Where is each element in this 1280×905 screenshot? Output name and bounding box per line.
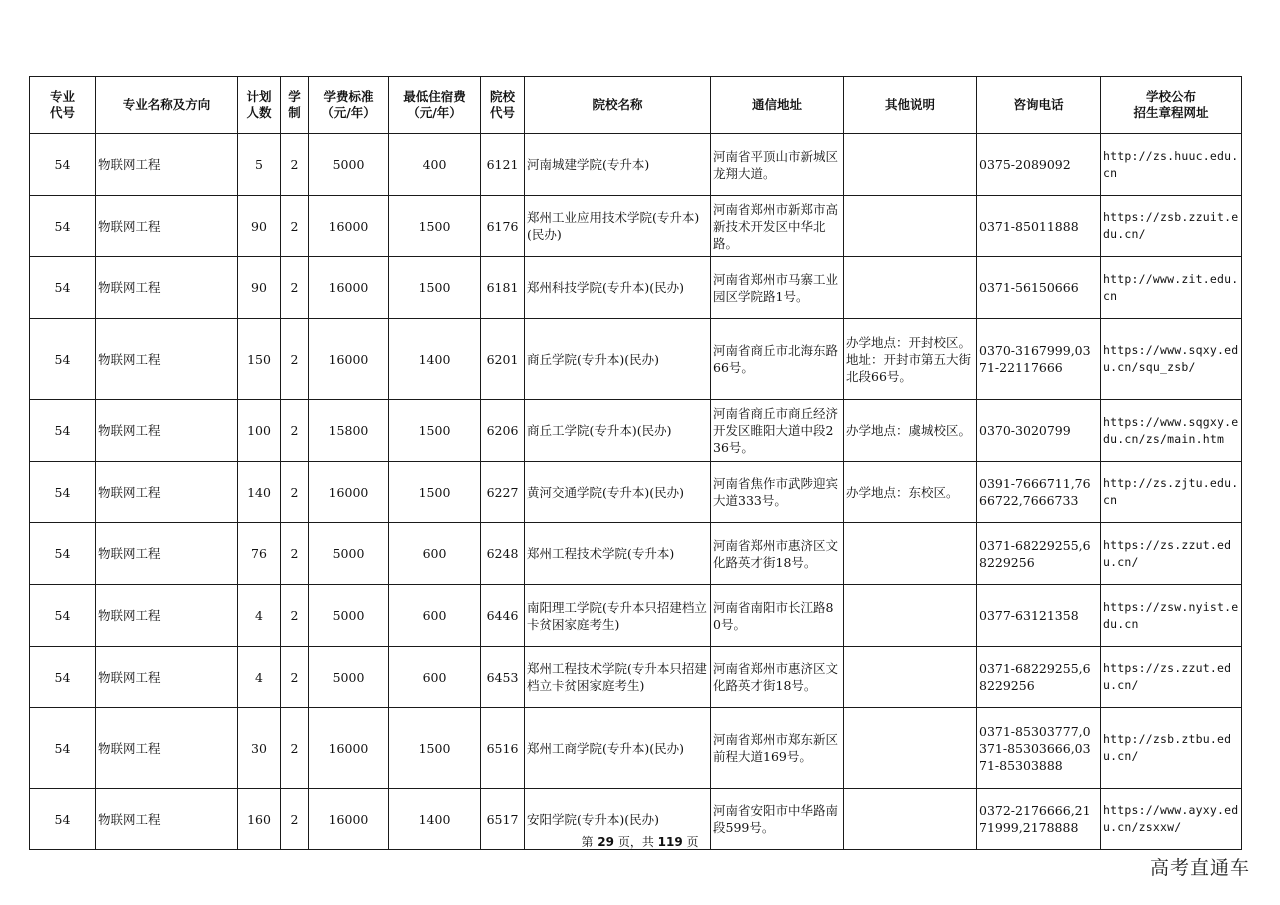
cell-phone: 0371-68229255,68229256 (977, 523, 1101, 585)
cell-school-name: 郑州科技学院(专升本)(民办) (525, 257, 711, 319)
page-number (0, 833, 1280, 850)
page-middle: 页，共 (614, 835, 658, 849)
cell-major-code: 54 (30, 708, 96, 789)
cell-plan: 4 (238, 585, 281, 647)
cell-url: http://zs.zjtu.edu.cn (1101, 462, 1242, 523)
cell-major-name: 物联网工程 (96, 319, 238, 400)
cell-plan: 4 (238, 647, 281, 708)
cell-school-code: 6516 (481, 708, 525, 789)
cell-tuition: 5000 (309, 134, 389, 196)
cell-phone: 0371-56150666 (977, 257, 1101, 319)
cell-lodging: 1500 (389, 196, 481, 257)
header-phone: 咨询电话 (977, 77, 1101, 134)
cell-major-code: 54 (30, 585, 96, 647)
table-row (30, 647, 1242, 708)
cell-school-code: 6517 (481, 789, 525, 850)
cell-school-code: 6453 (481, 647, 525, 708)
cell-major-name: 物联网工程 (96, 400, 238, 462)
cell-school-name: 商丘工学院(专升本)(民办) (525, 400, 711, 462)
cell-url: https://zsw.nyist.edu.cn (1101, 585, 1242, 647)
cell-years: 2 (281, 400, 309, 462)
cell-major-code: 54 (30, 647, 96, 708)
cell-address: 河南省焦作市武陟迎宾大道333号。 (711, 462, 844, 523)
cell-address: 河南省商丘市商丘经济开发区睢阳大道中段236号。 (711, 400, 844, 462)
cell-phone: 0375-2089092 (977, 134, 1101, 196)
cell-tuition: 16000 (309, 789, 389, 850)
cell-address: 河南省商丘市北海东路66号。 (711, 319, 844, 400)
cell-school-code: 6176 (481, 196, 525, 257)
cell-address: 河南省郑州市马寨工业园区学院路1号。 (711, 257, 844, 319)
cell-major-code: 54 (30, 196, 96, 257)
cell-note: 办学地点：东校区。 (844, 462, 977, 523)
table-row (30, 708, 1242, 789)
cell-major-code: 54 (30, 523, 96, 585)
cell-tuition: 16000 (309, 462, 389, 523)
cell-school-name: 郑州工程技术学院(专升本) (525, 523, 711, 585)
cell-plan: 90 (238, 196, 281, 257)
cell-major-code: 54 (30, 134, 96, 196)
cell-plan: 150 (238, 319, 281, 400)
cell-note (844, 708, 977, 789)
table-row (30, 400, 1242, 462)
cell-phone: 0371-85303777,0371-85303666,0371-85303888 (977, 708, 1101, 789)
cell-major-code: 54 (30, 257, 96, 319)
cell-school-name: 黄河交通学院(专升本)(民办) (525, 462, 711, 523)
cell-tuition: 5000 (309, 647, 389, 708)
page-suffix: 页 (682, 835, 699, 849)
cell-years: 2 (281, 134, 309, 196)
cell-note (844, 196, 977, 257)
cell-school-code: 6201 (481, 319, 525, 400)
table-header-row (30, 77, 1242, 134)
cell-years: 2 (281, 789, 309, 850)
cell-phone: 0371-85011888 (977, 196, 1101, 257)
header-tuition: 学费标准 （元/年） (309, 77, 389, 134)
header-major-name: 专业名称及方向 (96, 77, 238, 134)
cell-major-name: 物联网工程 (96, 196, 238, 257)
cell-tuition: 5000 (309, 585, 389, 647)
table-row (30, 523, 1242, 585)
cell-lodging: 600 (389, 523, 481, 585)
cell-years: 2 (281, 196, 309, 257)
cell-school-name: 商丘学院(专升本)(民办) (525, 319, 711, 400)
cell-note: 办学地点：虞城校区。 (844, 400, 977, 462)
cell-plan: 160 (238, 789, 281, 850)
cell-address: 河南省平顶山市新城区龙翔大道。 (711, 134, 844, 196)
cell-years: 2 (281, 319, 309, 400)
cell-phone: 0371-68229255,68229256 (977, 647, 1101, 708)
cell-school-name: 郑州工业应用技术学院(专升本)(民办) (525, 196, 711, 257)
table-row (30, 257, 1242, 319)
cell-major-name: 物联网工程 (96, 134, 238, 196)
cell-address: 河南省安阳市中华路南段599号。 (711, 789, 844, 850)
cell-years: 2 (281, 257, 309, 319)
table-row (30, 134, 1242, 196)
cell-major-name: 物联网工程 (96, 523, 238, 585)
cell-plan: 90 (238, 257, 281, 319)
cell-address: 河南省郑州市惠济区文化路英才街18号。 (711, 647, 844, 708)
cell-school-code: 6227 (481, 462, 525, 523)
cell-school-code: 6248 (481, 523, 525, 585)
cell-lodging: 1500 (389, 462, 481, 523)
cell-lodging: 1500 (389, 708, 481, 789)
cell-phone: 0377-63121358 (977, 585, 1101, 647)
cell-plan: 76 (238, 523, 281, 585)
table-row (30, 585, 1242, 647)
cell-major-code: 54 (30, 400, 96, 462)
cell-tuition: 16000 (309, 319, 389, 400)
cell-phone: 0391-7666711,7666722,7666733 (977, 462, 1101, 523)
cell-tuition: 16000 (309, 196, 389, 257)
cell-lodging: 1400 (389, 789, 481, 850)
header-years: 学 制 (281, 77, 309, 134)
brand-watermark-text: 高考直通车 (1149, 857, 1250, 879)
cell-url: https://zs.zzut.edu.cn/ (1101, 647, 1242, 708)
cell-lodging: 400 (389, 134, 481, 196)
cell-lodging: 600 (389, 585, 481, 647)
cell-tuition: 16000 (309, 708, 389, 789)
cell-years: 2 (281, 462, 309, 523)
cell-lodging: 1400 (389, 319, 481, 400)
cell-note (844, 647, 977, 708)
cell-note: 办学地点：开封校区。地址：开封市第五大街北段66号。 (844, 319, 977, 400)
cell-phone: 0370-3020799 (977, 400, 1101, 462)
cell-lodging: 1500 (389, 400, 481, 462)
current-page: 29 (597, 835, 614, 849)
cell-address: 河南省郑州市惠济区文化路英才街18号。 (711, 523, 844, 585)
cell-note (844, 257, 977, 319)
total-pages: 119 (657, 835, 683, 849)
cell-lodging: 600 (389, 647, 481, 708)
table-row (30, 319, 1242, 400)
cell-address: 河南省郑州市郑东新区前程大道169号。 (711, 708, 844, 789)
cell-plan: 5 (238, 134, 281, 196)
cell-major-code: 54 (30, 462, 96, 523)
cell-url: https://www.ayxy.edu.cn/zsxxw/ (1101, 789, 1242, 850)
cell-plan: 30 (238, 708, 281, 789)
cell-note (844, 134, 977, 196)
cell-school-name: 安阳学院(专升本)(民办) (525, 789, 711, 850)
cell-school-name: 南阳理工学院(专升本只招建档立卡贫困家庭考生) (525, 585, 711, 647)
cell-note (844, 523, 977, 585)
cell-tuition: 5000 (309, 523, 389, 585)
page-prefix: 第 (581, 835, 598, 849)
cell-major-name: 物联网工程 (96, 462, 238, 523)
cell-years: 2 (281, 523, 309, 585)
cell-url: http://zsb.ztbu.edu.cn/ (1101, 708, 1242, 789)
cell-school-name: 河南城建学院(专升本) (525, 134, 711, 196)
cell-school-name: 郑州工程技术学院(专升本只招建档立卡贫困家庭考生) (525, 647, 711, 708)
cell-lodging: 1500 (389, 257, 481, 319)
cell-major-name: 物联网工程 (96, 647, 238, 708)
cell-plan: 100 (238, 400, 281, 462)
cell-url: https://zs.zzut.edu.cn/ (1101, 523, 1242, 585)
header-school-code: 院校 代号 (481, 77, 525, 134)
cell-url: https://www.sqxy.edu.cn/squ_zsb/ (1101, 319, 1242, 400)
header-school-name: 院校名称 (525, 77, 711, 134)
header-lodging: 最低住宿费 （元/年） (389, 77, 481, 134)
header-note: 其他说明 (844, 77, 977, 134)
cell-years: 2 (281, 708, 309, 789)
cell-major-name: 物联网工程 (96, 789, 238, 850)
table-row (30, 462, 1242, 523)
cell-address: 河南省郑州市新郑市高新技术开发区中华北路。 (711, 196, 844, 257)
cell-school-name: 郑州工商学院(专升本)(民办) (525, 708, 711, 789)
cell-school-code: 6446 (481, 585, 525, 647)
cell-url: http://www.zit.edu.cn (1101, 257, 1242, 319)
cell-url: https://www.sqgxy.edu.cn/zs/main.htm (1101, 400, 1242, 462)
cell-address: 河南省南阳市长江路80号。 (711, 585, 844, 647)
cell-school-code: 6206 (481, 400, 525, 462)
cell-school-code: 6181 (481, 257, 525, 319)
header-plan-count: 计划 人数 (238, 77, 281, 134)
enrollment-table (29, 76, 1242, 850)
cell-school-code: 6121 (481, 134, 525, 196)
cell-phone: 0372-2176666,2171999,2178888 (977, 789, 1101, 850)
table-row (30, 196, 1242, 257)
cell-major-name: 物联网工程 (96, 708, 238, 789)
cell-tuition: 16000 (309, 257, 389, 319)
cell-phone: 0370-3167999,0371-22117666 (977, 319, 1101, 400)
cell-years: 2 (281, 647, 309, 708)
header-major-code: 专业 代号 (30, 77, 96, 134)
cell-tuition: 15800 (309, 400, 389, 462)
cell-major-name: 物联网工程 (96, 257, 238, 319)
cell-note (844, 585, 977, 647)
header-url: 学校公布 招生章程网址 (1101, 77, 1242, 134)
cell-major-code: 54 (30, 319, 96, 400)
cell-url: https://zsb.zzuit.edu.cn/ (1101, 196, 1242, 257)
cell-years: 2 (281, 585, 309, 647)
cell-major-code: 54 (30, 789, 96, 850)
cell-plan: 140 (238, 462, 281, 523)
header-address: 通信地址 (711, 77, 844, 134)
cell-major-name: 物联网工程 (96, 585, 238, 647)
cell-url: http://zs.huuc.edu.cn (1101, 134, 1242, 196)
